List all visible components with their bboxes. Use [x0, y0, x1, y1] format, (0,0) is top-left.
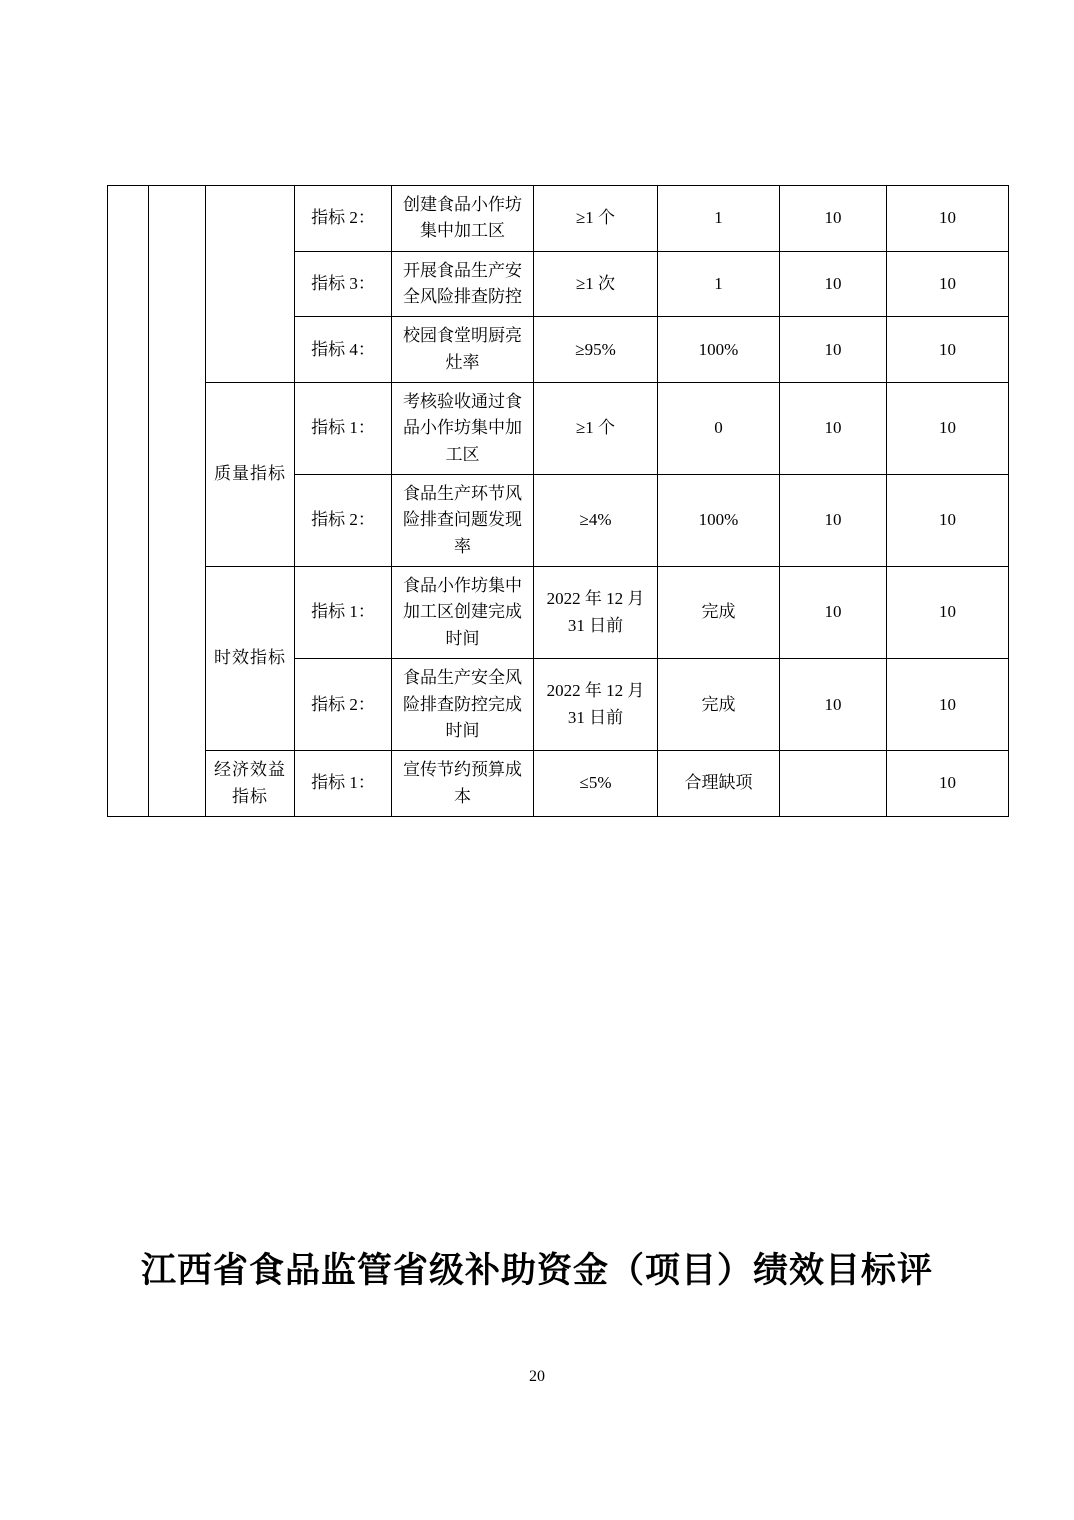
indicator-score-weight	[780, 751, 887, 817]
category-timeliness: 时效指标	[206, 567, 295, 751]
indicator-target: 2022 年 12 月 31 日前	[534, 659, 658, 751]
indicator-score-weight: 10	[780, 383, 887, 475]
outer-column-blank	[108, 186, 149, 817]
table-row	[108, 751, 1009, 817]
table-row	[108, 567, 1009, 659]
indicator-score-weight: 10	[780, 475, 887, 567]
indicator-score-result: 10	[887, 317, 1009, 383]
indicator-target: ≥1 个	[534, 383, 658, 475]
indicator-target: ≥1 次	[534, 251, 658, 317]
indicator-name: 开展食品生产安全风险排查防控	[392, 251, 534, 317]
table-row	[108, 383, 1009, 475]
indicator-label: 指标 4：	[295, 317, 392, 383]
indicator-score-result: 10	[887, 383, 1009, 475]
indicator-name: 宣传节约预算成本	[392, 751, 534, 817]
indicator-score-result: 10	[887, 251, 1009, 317]
indicator-actual: 100%	[658, 317, 780, 383]
indicator-name: 食品小作坊集中加工区创建完成时间	[392, 567, 534, 659]
page-title: 江西省食品监管省级补助资金（项目）绩效目标评	[140, 1251, 933, 1290]
indicator-actual: 1	[658, 186, 780, 252]
indicator-actual: 合理缺项	[658, 751, 780, 817]
indicator-actual: 0	[658, 383, 780, 475]
indicator-label: 指标 1：	[295, 567, 392, 659]
indicator-label: 指标 3：	[295, 251, 392, 317]
indicator-score-result: 10	[887, 475, 1009, 567]
indicator-actual: 1	[658, 251, 780, 317]
indicator-score-weight: 10	[780, 567, 887, 659]
indicator-target: ≥95%	[534, 317, 658, 383]
performance-table-container	[107, 185, 956, 817]
category-cell-blank	[206, 186, 295, 383]
indicator-name: 校园食堂明厨亮灶率	[392, 317, 534, 383]
indicator-score-result: 10	[887, 659, 1009, 751]
indicator-score-result: 10	[887, 186, 1009, 252]
indicator-target: 2022 年 12 月 31 日前	[534, 567, 658, 659]
indicator-actual: 完成	[658, 659, 780, 751]
indicator-target: ≥4%	[534, 475, 658, 567]
indicator-score-weight: 10	[780, 317, 887, 383]
indicator-name: 食品生产环节风险排查问题发现率	[392, 475, 534, 567]
indicator-actual: 完成	[658, 567, 780, 659]
indicator-actual: 100%	[658, 475, 780, 567]
indicator-name: 食品生产安全风险排查防控完成时间	[392, 659, 534, 751]
indicator-label: 指标 2：	[295, 475, 392, 567]
indicator-score-result: 10	[887, 567, 1009, 659]
indicator-score-weight: 10	[780, 186, 887, 252]
indicator-target: ≥1 个	[534, 186, 658, 252]
indicator-label: 指标 1：	[295, 751, 392, 817]
indicator-score-result: 10	[887, 751, 1009, 817]
table-row	[108, 186, 1009, 252]
indicator-target: ≤5%	[534, 751, 658, 817]
performance-indicator-table	[107, 185, 1009, 817]
indicator-score-weight: 10	[780, 659, 887, 751]
indicator-score-weight: 10	[780, 251, 887, 317]
indicator-name: 创建食品小作坊集中加工区	[392, 186, 534, 252]
second-column-blank	[149, 186, 206, 817]
indicator-name: 考核验收通过食品小作坊集中加工区	[392, 383, 534, 475]
category-quality: 质量指标	[206, 383, 295, 567]
indicator-label: 指标 1：	[295, 383, 392, 475]
page-number: 20	[529, 1368, 545, 1385]
category-economic-benefit: 经济效益指标	[206, 751, 295, 817]
indicator-label: 指标 2：	[295, 186, 392, 252]
indicator-label: 指标 2：	[295, 659, 392, 751]
